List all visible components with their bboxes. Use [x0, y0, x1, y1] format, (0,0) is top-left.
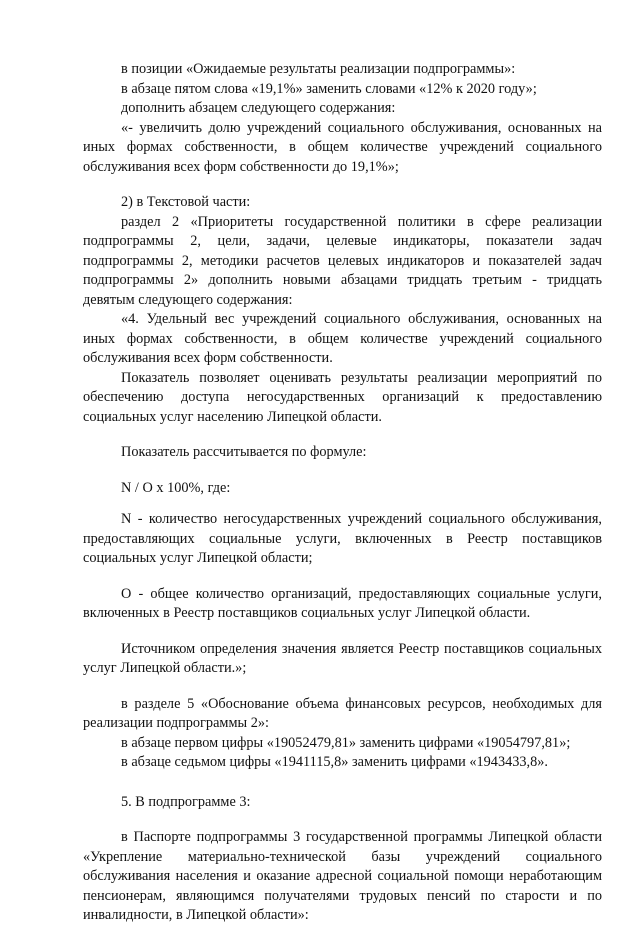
- paragraph-increase-share-quote: «- увеличить долю учреждений социального обслуживания, основанных на иных формах собственности, в общем количестве учреждений социального обслуживания всех форм собственности до 19,1%»;: [83, 119, 602, 175]
- paragraph-subprogram-three-passport: в Паспорте подпрограммы 3 государственной программы Липецкой области «Укрепление материально-технической базы учреждений социального обслуживания населения и оказание адресной социальной помощи неработающим пенсионерам, являющимся получателями трудовых пенсий по старости и по инвалидности, в Липецкой области»:: [83, 829, 602, 923]
- paragraph-indicator-purpose: Показатель позволяет оценивать результаты реализации мероприятий по обеспечению доступа негосударственных организаций к предоставлению социальных услуг населению Липецкой области.: [83, 369, 602, 425]
- paragraph-formula: N / O x 100%, где:: [121, 479, 231, 496]
- paragraph-expected-results-position: в позиции «Ожидаемые результаты реализации подпрограммы»:: [121, 61, 516, 77]
- paragraph-indicator-four-definition: «4. Удельный вес учреждений социального обслуживания, основанных на иных формах собственности, в общем количестве учреждений социального обслуживания всех форм собственности.: [83, 311, 602, 366]
- paragraph-seventh-paragraph-numbers: в абзаце седьмом цифры «1941115,8» заменить цифрами «1943433,8».: [121, 754, 548, 770]
- paragraph-add-paragraph: дополнить абзацем следующего содержания:: [121, 100, 396, 116]
- paragraph-first-paragraph-numbers: в абзаце первом цифры «19052479,81» заменить цифрами «19054797,81»;: [121, 734, 571, 751]
- paragraph-variable-n: N - количество негосударственных учреждений социального обслуживания, предоставляющих социальные услуги, включенных в Реестр поставщиков социальных услуг Липецкой области;: [83, 511, 602, 566]
- paragraph-section-five-amendment: в разделе 5 «Обоснование объема финансовых ресурсов, необходимых для реализации подпрограммы 2»:: [83, 695, 602, 731]
- paragraph-source-of-value: Источником определения значения является Реестр поставщиков социальных услуг Липецкой области.»;: [83, 640, 602, 676]
- paragraph-subprogram-three-heading: 5. В подпрограмме 3:: [121, 793, 251, 810]
- paragraph-formula-intro: Показатель рассчитывается по формуле:: [121, 444, 367, 460]
- document-body: [83, 60, 602, 926]
- paragraph-section-two-amendment: раздел 2 «Приоритеты государственной политики в сфере реализации подпрограммы 2, цели, задачи, целевые индикаторы, показатели задач подпрограммы 2, методики расчетов целевых индикаторов и показателей задач подпрограммы 2» дополнить новыми абзацами тридцать третьим - тридцать девятым следующего содержания:: [83, 213, 602, 308]
- paragraph-text-part-heading: 2) в Текстовой части:: [121, 194, 251, 210]
- paragraph-paragraph-five-replace: в абзаце пятом слова «19,1%» заменить словами «12% к 2020 году»;: [121, 80, 537, 97]
- paragraph-variable-o: O - общее количество организаций, предоставляющих социальные услуги, включенных в Реестр поставщиков социальных услуг Липецкой области.: [83, 585, 602, 621]
